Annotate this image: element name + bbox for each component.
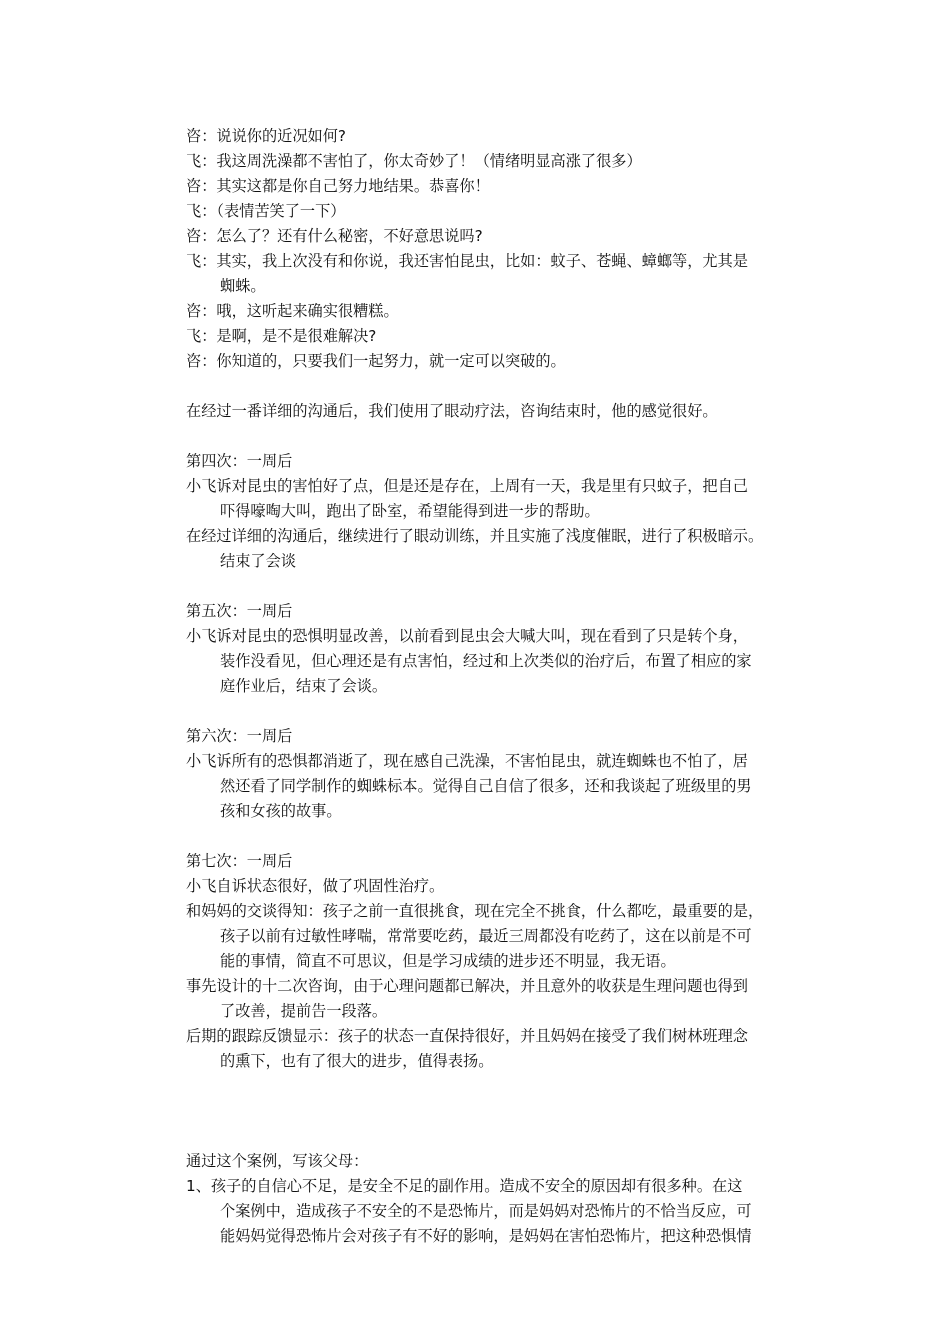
dialogue-line [186,349,826,374]
paragraph-line: 小飞自诉状态很好，做了巩固性治疗。 [186,877,445,895]
session-5 [186,599,826,699]
spacer [186,824,826,849]
paragraph-line: 小飞诉所有的恐惧都消逝了，现在感自己洗澡，不害怕昆虫，就连蜘蛛也不怕了，居 [186,752,748,770]
dialogue-text: （表情苦笑了一下） [216,202,346,220]
paragraph-line: 结束了会谈 [220,552,296,570]
list-item-line: 个案例中，造成孩子不安全的不是恐怖片，而是妈妈对恐怖片的不恰当反应，可 [220,1202,752,1220]
session-7 [186,849,826,1074]
paragraph-line: 的熏下，也有了很大的进步，值得表扬。 [220,1052,494,1070]
paragraph-line: 和妈妈的交谈得知：孩子之前一直很挑食，现在完全不挑食，什么都吃，最重要的是， [186,902,764,920]
dialogue-line [186,224,826,249]
paragraph-line: 孩和女孩的故事。 [220,802,342,820]
dialogue-line [186,299,826,324]
spacer [186,574,826,599]
paragraph-line: 能的事情，简直不可思议，但是学习成绩的进步还不明显，我无语。 [220,952,676,970]
paragraph-line: 庭作业后，结束了会谈。 [220,677,388,695]
paragraph-line: 装作没看见，但心理还是有点害怕，经过和上次类似的治疗后，布置了相应的家 [220,652,752,670]
paragraph-line: 然还看了同学制作的蜘蛛标本。觉得自己自信了很多，还和我谈起了班级里的男 [220,777,752,795]
spacer [186,424,826,449]
speaker-label: 飞： [186,327,217,345]
dialogue-section [186,124,826,374]
speaker-label: 咨： [186,227,217,245]
session-6 [186,724,826,824]
speaker-label: 飞： [186,202,217,220]
paragraph-line: 吓得嚎啕大叫，跑出了卧室，希望能得到进一步的帮助。 [220,502,600,520]
dialogue-text: 其实这都是你自己努力地结果。恭喜你！ [216,177,490,195]
speaker-label: 飞： [186,252,217,270]
dialogue-text: 蜘蛛。 [220,277,266,295]
dialogue-text: 怎么了？还有什么秘密，不好意思说吗? [216,227,483,245]
dialogue-text: 说说你的近况如何? [216,127,346,145]
dialogue-line [186,174,826,199]
dialogue-text: 哦，这听起来确实很糟糕。 [216,302,399,320]
paragraph-line: 小飞诉对昆虫的害怕好了点，但是还是存在，上周有一天，我是里有只蚊子，把自己 [186,477,748,495]
spacer [186,1124,826,1149]
paragraph-line: 后期的跟踪反馈显示：孩子的状态一直保持很好，并且妈妈在接受了我们树林班理念 [186,1027,748,1045]
dialogue-text: 其实，我上次没有和你说，我还害怕昆虫，比如：蚊子、苍蝇、蟑螂等，尤其是 [216,252,748,270]
dialogue-text: 我这周洗澡都不害怕了，你太奇妙了！（情绪明显高涨了很多） [216,152,642,170]
session-heading: 第六次：一周后 [186,727,293,745]
dialogue-line [186,199,826,224]
paragraph-line: 了改善，提前告一段落。 [220,1002,388,1020]
speaker-label: 咨： [186,302,217,320]
session-heading: 第四次：一周后 [186,452,293,470]
session-4 [186,449,826,574]
dialogue-line-continuation [186,274,826,299]
paragraph-line: 事先设计的十二次咨询，由于心理问题都已解决，并且意外的收获是生理问题也得到 [186,977,748,995]
dialogue-text: 你知道的，只要我们一起努力，就一定可以突破的。 [216,352,566,370]
session-heading: 第七次：一周后 [186,852,293,870]
paragraph-line: 孩子以前有过敏性哮喘，常常要吃药，最近三周都没有吃药了，这在以前是不可 [220,927,752,945]
speaker-label: 咨： [186,177,217,195]
paragraph-line: 在经过详细的沟通后，继续进行了眼动训练，并且实施了浅度催眠，进行了积极暗示。 [186,527,764,545]
dialogue-line [186,124,826,149]
spacer [186,374,826,399]
dialogue-line [186,149,826,174]
dialogue-line [186,249,826,274]
list-item-line: 能妈妈觉得恐怖片会对孩子有不好的影响，是妈妈在害怕恐怖片，把这种恐惧情 [220,1227,752,1245]
paragraph-line: 小飞诉对昆虫的恐惧明显改善，以前看到昆虫会大喊大叫，现在看到了只是转个身， [186,627,748,645]
session-heading: 第五次：一周后 [186,602,293,620]
list-item-line: 1、孩子的自信心不足，是安全不足的副作用。造成不安全的原因却有很多种。在这 [186,1177,743,1195]
document-body [186,124,826,1249]
session-summary: 在经过一番详细的沟通后，我们使用了眼动疗法，咨询结束时，他的感觉很好。 [186,402,718,420]
speaker-label: 咨： [186,352,217,370]
conclusion-section [186,1149,826,1249]
speaker-label: 咨： [186,127,217,145]
dialogue-text: 是啊，是不是很难解决? [216,327,377,345]
dialogue-line [186,324,826,349]
spacer [186,699,826,724]
speaker-label: 飞： [186,152,217,170]
spacer [186,1074,826,1124]
conclusion-intro: 通过这个案例，写该父母： [186,1152,369,1170]
